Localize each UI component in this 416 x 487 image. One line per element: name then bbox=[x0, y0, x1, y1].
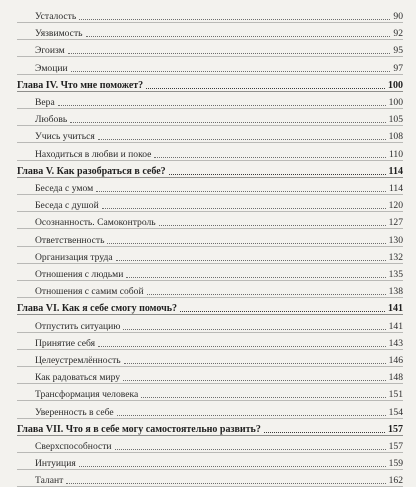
toc-entry-row bbox=[17, 108, 403, 126]
dot-leader bbox=[180, 311, 385, 312]
dot-leader bbox=[96, 191, 386, 192]
entry-title: Талант bbox=[35, 475, 64, 487]
page-number: 90 bbox=[393, 11, 403, 22]
dot-leader bbox=[71, 71, 391, 72]
toc-entry-row bbox=[17, 211, 403, 229]
entry-title: Интуиция bbox=[35, 458, 76, 470]
dot-leader bbox=[124, 363, 386, 364]
page-number: 130 bbox=[388, 234, 403, 246]
chapter-title: Глава VI. Как я себе смогу помочь? bbox=[17, 303, 178, 315]
chapter-title: Глава V. Как разобраться в себе? bbox=[17, 165, 166, 177]
dot-leader bbox=[264, 432, 385, 433]
entry-title: Вера bbox=[35, 97, 55, 108]
page-number: 157 bbox=[388, 441, 403, 452]
toc-entry-row bbox=[17, 383, 403, 401]
dot-leader bbox=[70, 122, 385, 123]
toc-entry-row bbox=[17, 194, 403, 212]
toc-entry-row bbox=[17, 125, 403, 143]
toc-entry-row bbox=[17, 280, 403, 298]
entry-title: Уверенность в себе bbox=[35, 406, 114, 418]
entry-title: Отношения с самим собой bbox=[35, 286, 144, 298]
dot-leader bbox=[86, 36, 391, 37]
entry-title: Беседа с умом bbox=[35, 183, 94, 194]
entry-title: Эгоизм bbox=[35, 45, 65, 57]
dot-leader bbox=[147, 294, 386, 295]
toc-entry-row bbox=[17, 349, 403, 367]
page-number: 114 bbox=[388, 165, 403, 177]
toc-entry-row bbox=[17, 435, 403, 453]
toc-entry-row bbox=[17, 452, 403, 470]
toc-chapter-row bbox=[17, 418, 403, 436]
page-number: 141 bbox=[388, 303, 403, 315]
page-number: 100 bbox=[388, 97, 403, 108]
entry-title: Ответственность bbox=[35, 234, 105, 246]
entry-title: Любовь bbox=[35, 114, 68, 126]
toc-entry-row bbox=[17, 263, 403, 281]
dot-leader bbox=[123, 380, 386, 381]
dot-leader bbox=[107, 243, 385, 244]
toc-entry-row bbox=[17, 5, 403, 23]
page-number: 143 bbox=[388, 337, 403, 349]
toc-entry-row bbox=[17, 332, 403, 350]
page-number: 105 bbox=[388, 114, 403, 126]
page-number: 92 bbox=[393, 28, 403, 40]
page-number: 154 bbox=[388, 406, 403, 418]
page-number: 100 bbox=[388, 79, 403, 91]
dot-leader bbox=[126, 277, 385, 278]
dot-leader bbox=[115, 449, 386, 450]
toc-entry-row bbox=[17, 401, 403, 419]
dot-leader bbox=[98, 346, 386, 347]
entry-title: Отпустить ситуацию bbox=[35, 320, 121, 332]
entry-title: Отношения с людьми bbox=[35, 269, 124, 280]
dot-leader bbox=[98, 139, 386, 140]
entry-title: Учись учиться bbox=[35, 131, 95, 143]
entry-title: Трансформация человека bbox=[35, 389, 139, 401]
toc-entry-row bbox=[17, 469, 403, 487]
page-number: 120 bbox=[388, 200, 403, 212]
page-number: 159 bbox=[388, 458, 403, 470]
page-number: 135 bbox=[388, 269, 403, 280]
entry-title: Усталость bbox=[35, 11, 77, 22]
dot-leader bbox=[68, 53, 391, 54]
toc-chapter-row bbox=[17, 297, 403, 315]
toc-entry-row bbox=[17, 91, 403, 109]
toc-entry-row bbox=[17, 143, 403, 161]
entry-title: Сверхспособности bbox=[35, 441, 112, 452]
entry-title: Эмоции bbox=[35, 62, 68, 74]
toc-entry-row bbox=[17, 246, 403, 264]
page-number: 148 bbox=[388, 372, 403, 384]
chapter-title: Глава IV. Что мне поможет? bbox=[17, 79, 144, 91]
dot-leader bbox=[123, 329, 385, 330]
toc-entry-row bbox=[17, 177, 403, 195]
toc-chapter-row bbox=[17, 160, 403, 178]
toc-entry-row bbox=[17, 57, 403, 75]
dot-leader bbox=[102, 208, 386, 209]
entry-title: Как радоваться миру bbox=[35, 372, 121, 384]
dot-leader bbox=[79, 466, 386, 467]
entry-title: Целеустремлённость bbox=[35, 355, 121, 366]
page-number: 138 bbox=[388, 286, 403, 298]
dot-leader bbox=[66, 483, 385, 484]
dot-leader bbox=[159, 225, 386, 226]
page-number: 146 bbox=[388, 355, 403, 366]
dot-leader bbox=[141, 397, 385, 398]
dot-leader bbox=[117, 415, 386, 416]
page-number: 151 bbox=[388, 389, 403, 401]
dot-leader bbox=[146, 88, 385, 89]
page-number: 114 bbox=[388, 183, 403, 194]
page-number: 141 bbox=[388, 320, 403, 332]
page-number: 110 bbox=[388, 148, 403, 160]
dot-leader bbox=[116, 260, 386, 261]
entry-title: Находиться в любви и покое bbox=[35, 148, 152, 160]
page-number: 127 bbox=[388, 217, 403, 229]
dot-leader bbox=[58, 105, 386, 106]
page-number: 157 bbox=[388, 423, 403, 435]
entry-title: Осознанность. Самоконтроль bbox=[35, 217, 156, 229]
chapter-title: Глава VII. Что я в себе могу самостоятельно развить? bbox=[17, 423, 261, 435]
page-number: 97 bbox=[393, 62, 403, 74]
toc-entry-row bbox=[17, 229, 403, 247]
page-number: 95 bbox=[393, 45, 403, 57]
entry-title: Уязвимость bbox=[35, 28, 83, 40]
entry-title: Беседа с душой bbox=[35, 200, 99, 212]
entry-title: Принятие себя bbox=[35, 337, 96, 349]
page-number: 108 bbox=[388, 131, 403, 143]
dot-leader bbox=[169, 174, 386, 175]
toc-entry-row bbox=[17, 315, 403, 333]
dot-leader bbox=[154, 157, 386, 158]
page-number: 162 bbox=[388, 475, 403, 487]
toc-entry-row bbox=[17, 366, 403, 384]
toc-entry-row bbox=[17, 22, 403, 40]
entry-title: Организация труда bbox=[35, 251, 113, 263]
toc-chapter-row bbox=[17, 74, 403, 92]
dot-leader bbox=[79, 19, 390, 20]
toc-entry-row bbox=[17, 39, 403, 57]
page-number: 132 bbox=[388, 251, 403, 263]
